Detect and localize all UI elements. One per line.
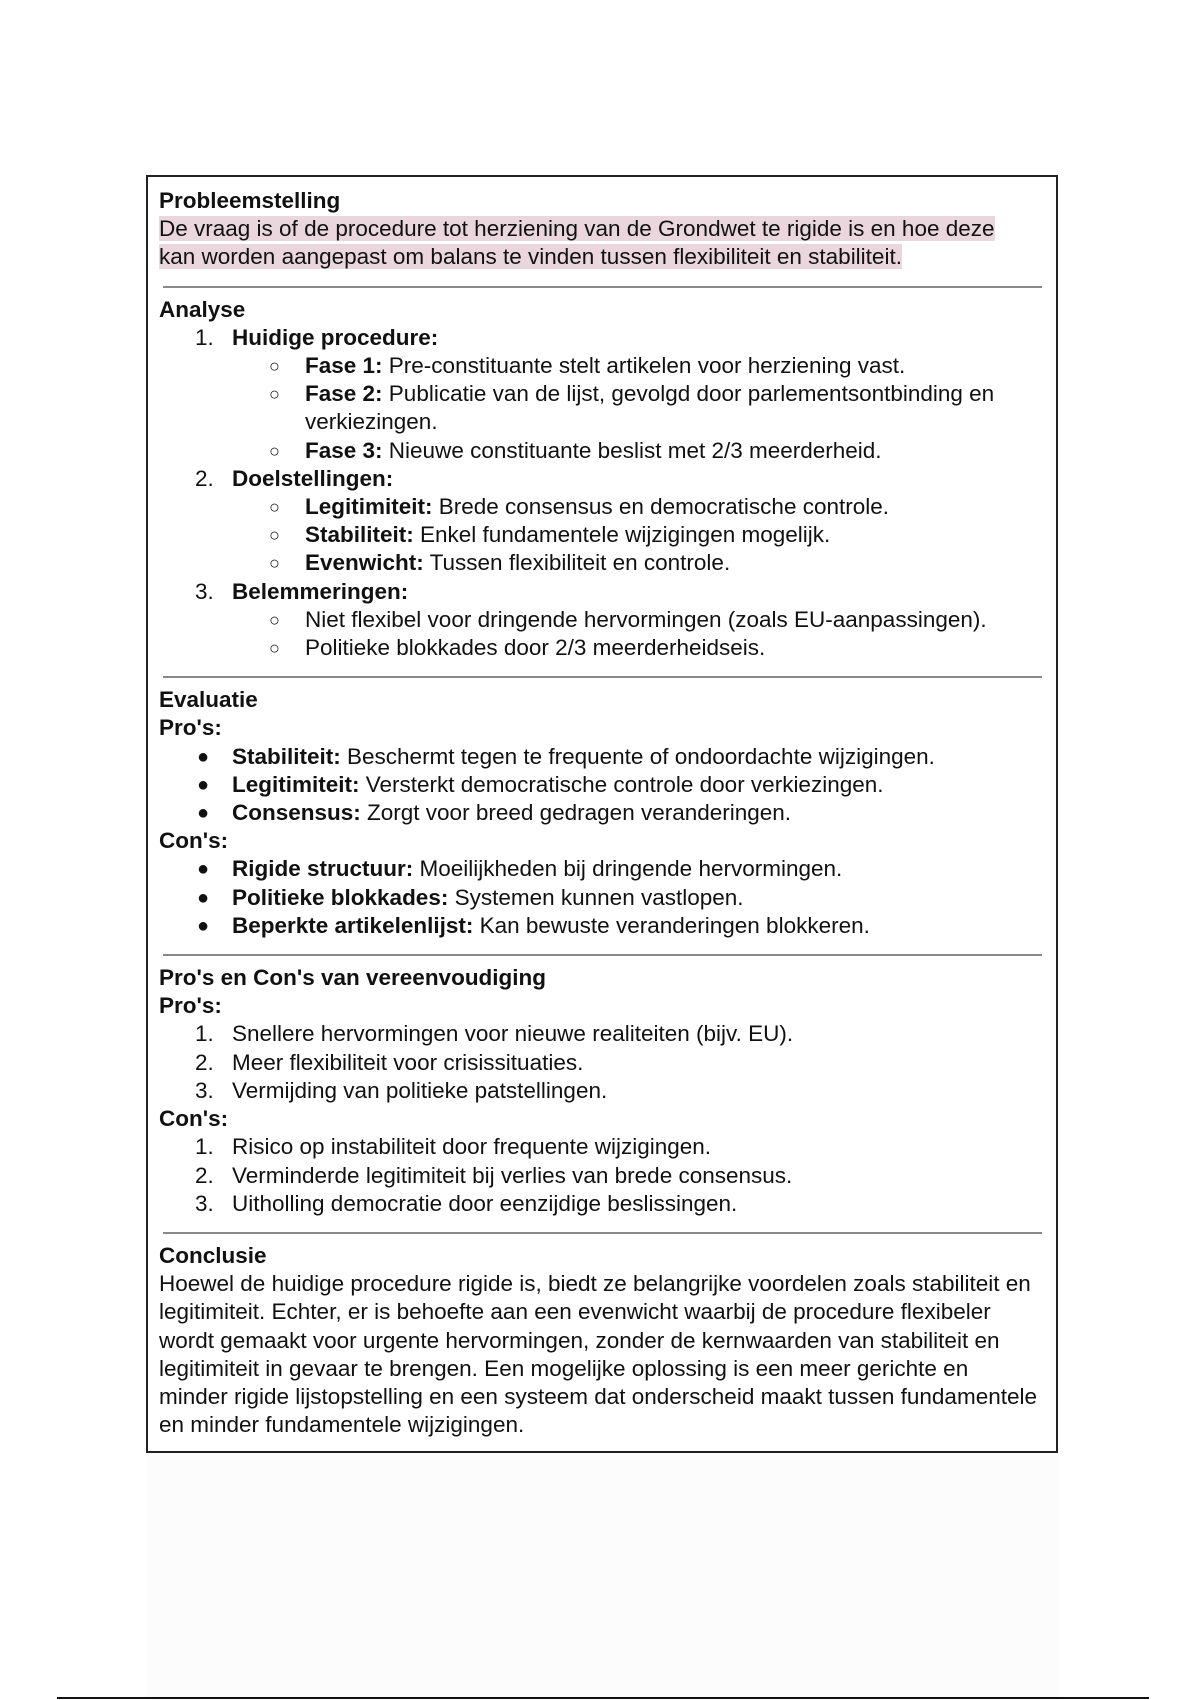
pros-label: Pro's:	[159, 993, 222, 1019]
section-conclusie	[159, 1242, 1044, 1439]
item-text: Moeilijkheden bij dringende hervormingen.	[413, 856, 843, 882]
list-number: 3.	[195, 1190, 214, 1216]
bullet-item	[159, 912, 1044, 940]
item-label: Politieke blokkades:	[232, 884, 449, 910]
item-text: Nieuwe constituante beslist met 2/3 meerderheid.	[382, 437, 882, 463]
bullet-icon: ●	[197, 914, 210, 937]
bullet-icon: ●	[197, 858, 210, 881]
bullet-item	[159, 855, 1044, 883]
section-analyse	[159, 296, 1044, 663]
item-label: Consensus:	[232, 800, 361, 826]
bullet-icon: ●	[197, 886, 210, 909]
hollow-bullet-icon: ○	[269, 638, 280, 659]
item-label: Huidige procedure:	[232, 324, 439, 350]
item-text: Beschermt tegen te frequente of ondoordachte wijzigingen.	[340, 743, 935, 769]
sub-list-item	[159, 437, 1115, 465]
divider	[163, 286, 1042, 288]
sub-list-item	[159, 352, 1115, 380]
item-text: Uitholling democratie door eenzijdige beslissingen.	[232, 1190, 738, 1216]
bullet-item	[159, 743, 1044, 771]
sub-list-item	[159, 380, 1115, 436]
item-label: Fase 2:	[305, 381, 383, 407]
divider	[163, 676, 1042, 678]
numbered-item	[159, 1020, 1044, 1048]
section-probleemstelling	[159, 187, 1044, 272]
section-title: Pro's en Con's van vereenvoudiging	[159, 965, 547, 991]
list-number: 1.	[195, 1021, 214, 1047]
hollow-bullet-icon: ○	[269, 553, 280, 574]
hollow-bullet-icon: ○	[269, 525, 280, 546]
pros-label: Pro's:	[159, 715, 222, 741]
section-title: Probleemstelling	[159, 188, 341, 213]
item-label: Stabiliteit:	[305, 522, 414, 548]
bullet-icon: ●	[197, 745, 210, 768]
item-text: Risico op instabiliteit door frequente wijzigingen.	[232, 1134, 712, 1160]
numbered-item	[159, 1190, 1044, 1218]
sub-list-item	[159, 521, 1115, 549]
item-label: Belemmeringen:	[232, 578, 409, 604]
numbered-item	[159, 1077, 1044, 1105]
item-text: Brede consensus en democratische controle.	[432, 494, 890, 520]
bullet-icon: ●	[197, 773, 210, 796]
sub-list-item	[159, 634, 1115, 662]
bullet-item	[159, 771, 1044, 799]
summary-box	[146, 175, 1058, 1453]
item-text: Meer flexibiliteit voor crisissituaties.	[232, 1049, 584, 1075]
conclusion-text: Hoewel de huidige procedure rigide is, biedt ze belangrijke voordelen zoals stabiliteit en legitimiteit. Echter, er is behoefte aan een evenwicht waarbij de procedure flexibeler wordt gemaakt voor urgente hervormingen, zonder de kernwaarden van stabiliteit en legitimiteit in gevaar te brengen. Een mogelijke oplossing is een meer gerichte en minder rigide lijstopstelling en een systeem dat onderscheid maakt tussen fundamentele en minder fundamentele wijzigingen.	[159, 1271, 1037, 1438]
hollow-bullet-icon: ○	[269, 356, 280, 377]
hollow-bullet-icon: ○	[269, 440, 280, 461]
hollow-bullet-icon: ○	[269, 384, 280, 405]
list-number: 3.	[195, 1077, 214, 1103]
item-text: Systemen kunnen vastlopen.	[448, 884, 744, 910]
hollow-bullet-icon: ○	[269, 497, 280, 518]
numbered-item	[159, 1162, 1044, 1190]
item-text: Verminderde legitimiteit bij verlies van brede consensus.	[232, 1162, 793, 1188]
numbered-item	[159, 1133, 1044, 1161]
list-number: 3.	[195, 578, 214, 604]
item-text: Tussen flexibiliteit en controle.	[423, 550, 731, 576]
section-title: Analyse	[159, 296, 246, 322]
list-item	[159, 578, 1044, 606]
numbered-item	[159, 1049, 1044, 1077]
sub-list-item	[159, 606, 1115, 634]
item-text: Politieke blokkades door 2/3 meerderheidseis.	[305, 635, 766, 661]
item-label: Stabiliteit:	[232, 743, 341, 769]
item-text: Niet flexibel voor dringende hervormingen (zoals EU-aanpassingen).	[305, 606, 987, 632]
item-text: Zorgt voor breed gedragen veranderingen.	[360, 800, 792, 826]
section-evaluatie	[159, 686, 1044, 940]
section-title: Conclusie	[159, 1242, 267, 1268]
section-vereenvoudiging	[159, 964, 1044, 1218]
list-item	[159, 465, 1044, 493]
list-number: 1.	[195, 1134, 214, 1160]
item-label: Legitimiteit:	[232, 771, 360, 797]
divider	[163, 1232, 1042, 1234]
hollow-bullet-icon: ○	[269, 609, 280, 630]
item-text: Versterkt democratische controle door verkiezingen.	[359, 771, 884, 797]
list-number: 1.	[195, 324, 214, 350]
sub-list-item	[159, 549, 1115, 577]
section-title: Evaluatie	[159, 687, 258, 713]
item-text: Pre-constituante stelt artikelen voor herziening vast.	[382, 353, 906, 379]
page-bottom-rule	[57, 1697, 1149, 1699]
list-number: 2.	[195, 465, 214, 491]
divider	[163, 954, 1042, 956]
list-item	[159, 324, 1044, 352]
cons-label: Con's:	[159, 828, 229, 854]
sub-list-item	[159, 493, 1115, 521]
item-text: Vermijding van politieke patstellingen.	[232, 1077, 608, 1103]
cons-label: Con's:	[159, 1106, 229, 1132]
problem-statement: De vraag is of de procedure tot herziening van de Grondwet te rigide is en hoe deze kan worden aangepast om balans te vinden tussen flexibiliteit en stabiliteit.	[159, 216, 995, 270]
item-text: Kan bewuste veranderingen blokkeren.	[473, 912, 870, 938]
list-number: 2.	[195, 1162, 214, 1188]
bullet-item	[159, 884, 1044, 912]
item-label: Beperkte artikelenlijst:	[232, 912, 474, 938]
bullet-item	[159, 799, 1044, 827]
item-label: Fase 1:	[305, 353, 383, 379]
item-label: Legitimiteit:	[305, 494, 433, 520]
item-label: Rigide structuur:	[232, 856, 414, 882]
item-label: Evenwicht:	[305, 550, 424, 576]
item-text: Enkel fundamentele wijzigingen mogelijk.	[413, 522, 831, 548]
item-text: Snellere hervormingen voor nieuwe realiteiten (bijv. EU).	[232, 1021, 794, 1047]
item-text: Publicatie van de lijst, gevolgd door parlementsontbinding en verkiezingen.	[305, 381, 995, 435]
item-label: Fase 3:	[305, 437, 383, 463]
list-number: 2.	[195, 1049, 214, 1075]
item-label: Doelstellingen:	[232, 465, 394, 491]
bullet-icon: ●	[197, 802, 210, 825]
